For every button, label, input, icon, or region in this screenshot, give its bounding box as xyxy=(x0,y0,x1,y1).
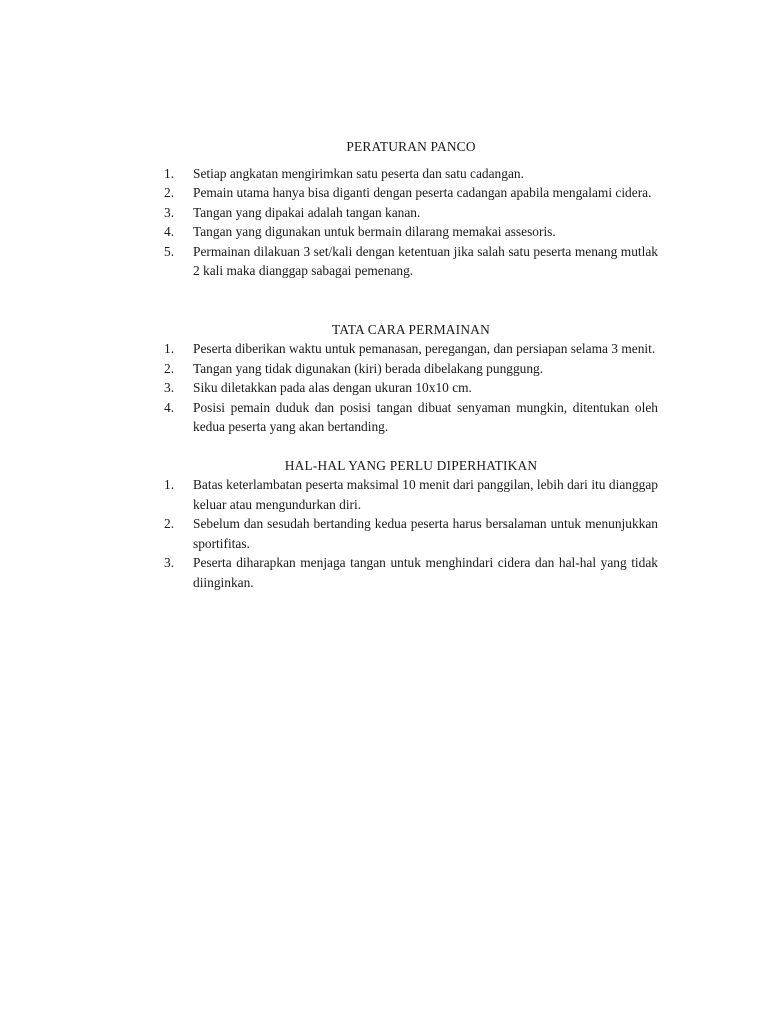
list-item xyxy=(164,514,658,553)
section-title: TATA CARA PERMAINAN xyxy=(332,321,490,337)
item-number: 5. xyxy=(164,243,175,259)
notes-list xyxy=(164,475,658,592)
rules-list xyxy=(164,164,658,281)
list-item xyxy=(164,242,658,281)
list-item xyxy=(164,203,658,223)
item-text: Batas keterlambatan peserta maksimal 10 menit dari panggilan, lebih dari itu dianggap keluar atau mengundurkan diri. xyxy=(193,477,658,512)
item-text: Posisi pemain duduk dan posisi tangan dibuat senyaman mungkin, ditentukan oleh kedua peserta yang akan bertanding. xyxy=(193,399,658,434)
item-number: 3. xyxy=(164,204,175,220)
list-item xyxy=(164,475,658,514)
list-item xyxy=(164,378,658,398)
section-title: PERATURAN PANCO xyxy=(346,139,476,154)
item-text: Peserta diharapkan menjaga tangan untuk menghindari cidera dan hal-hal yang tidak diinginkan. xyxy=(193,555,658,590)
item-text: Sebelum dan sesudah bertanding kedua peserta harus bersalaman untuk menunjukkan sportifitas. xyxy=(193,516,658,551)
item-text: Permainan dilakuan 3 set/kali dengan ketentuan jika salah satu peserta menang mutlak 2 kali maka dianggap sabagai pemenang. xyxy=(193,243,658,278)
list-item xyxy=(164,398,658,437)
list-item xyxy=(164,553,658,592)
item-number: 1. xyxy=(164,165,175,181)
item-text: Tangan yang digunakan untuk bermain dilarang memakai assesoris. xyxy=(193,224,556,239)
item-text: Setiap angkatan mengirimkan satu peserta dan satu cadangan. xyxy=(193,165,524,181)
item-number: 2. xyxy=(164,516,175,531)
item-number: 4. xyxy=(164,224,175,239)
item-number: 2. xyxy=(164,360,175,376)
list-item xyxy=(164,222,658,242)
procedure-list xyxy=(164,339,658,437)
list-item xyxy=(164,359,658,379)
item-number: 1. xyxy=(164,341,175,356)
item-text: Tangan yang dipakai adalah tangan kanan. xyxy=(193,204,421,220)
list-item xyxy=(164,164,658,184)
list-item xyxy=(164,183,658,203)
document-content xyxy=(164,137,658,592)
section-peraturan xyxy=(164,137,658,281)
section-title: HAL-HAL YANG PERLU DIPERHATIKAN xyxy=(284,457,538,473)
item-number: 3. xyxy=(164,555,175,570)
item-number: 2. xyxy=(164,185,175,200)
item-text: Peserta diberikan waktu untuk pemanasan, peregangan, dan persiapan selama 3 menit. xyxy=(193,341,656,356)
item-number: 4. xyxy=(164,399,175,415)
list-item xyxy=(164,339,658,359)
item-text: Pemain utama hanya bisa diganti dengan peserta cadangan apabila mengalami cidera. xyxy=(193,185,652,200)
item-number: 1. xyxy=(164,477,175,492)
item-text: Tangan yang tidak digunakan (kiri) berada dibelakang punggung. xyxy=(193,360,544,376)
item-text: Siku diletakkan pada alas dengan ukuran 10x10 cm. xyxy=(193,380,472,395)
section-hal-hal xyxy=(164,456,658,593)
item-number: 3. xyxy=(164,380,175,395)
section-tata-cara xyxy=(164,320,658,437)
